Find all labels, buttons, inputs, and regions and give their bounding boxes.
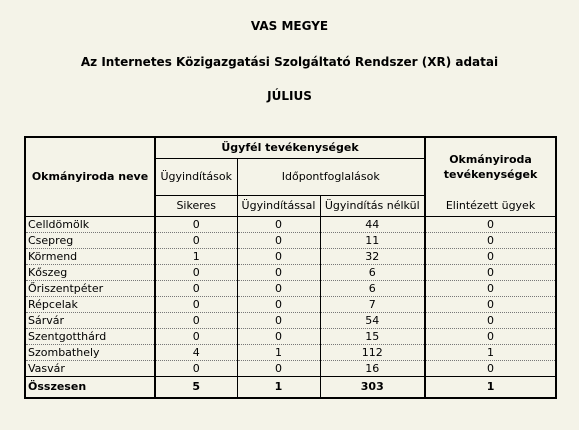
without-initiation-cell: 16: [320, 361, 425, 377]
without-initiation-cell: 32: [320, 249, 425, 265]
completed-cases-cell: 0: [425, 249, 556, 265]
without-initiation-cell: 6: [320, 265, 425, 281]
completed-cases-cell: 0: [425, 313, 556, 329]
successful-cell: 1: [155, 249, 237, 265]
completed-cases-cell: 0: [425, 297, 556, 313]
without-initiation-cell: 15: [320, 329, 425, 345]
with-initiation-cell: 0: [237, 361, 320, 377]
successful-cell: 0: [155, 361, 237, 377]
office-name-cell: Körmend: [25, 249, 155, 265]
office-name-cell: Celldömölk: [25, 217, 155, 233]
report-subtitle: Az Internetes Közigazgatási Szolgáltató Rendszer (XR) adatai: [80, 55, 499, 69]
completed-cases-cell: 0: [425, 361, 556, 377]
with-initiation-cell: 0: [237, 265, 320, 281]
completed-cases-cell: 0: [425, 281, 556, 297]
report-month: JÚLIUS: [267, 89, 312, 103]
total-label: Összesen: [25, 377, 155, 399]
with-initiation-cell: 1: [237, 345, 320, 361]
table-row: [25, 297, 556, 313]
total-successful: 5: [155, 377, 237, 399]
completed-cases-cell: 1: [425, 345, 556, 361]
office-name-cell: Szentgotthárd: [25, 329, 155, 345]
office-name-cell: Kőszeg: [25, 265, 155, 281]
successful-cell: 0: [155, 265, 237, 281]
with-initiation-cell: 0: [237, 249, 320, 265]
with-initiation-cell: 0: [237, 217, 320, 233]
table-row: [25, 361, 556, 377]
header-without-initiation: Ügyindítás nélkül: [320, 196, 425, 217]
header-with-initiation: Ügyindítással: [237, 196, 320, 217]
office-name-cell: Vasvár: [25, 361, 155, 377]
successful-cell: 0: [155, 233, 237, 249]
total-row: [25, 377, 556, 399]
office-name-cell: Répcelak: [25, 297, 155, 313]
table-row: [25, 329, 556, 345]
header-office-name: Okmányiroda neve: [25, 137, 155, 217]
without-initiation-cell: 7: [320, 297, 425, 313]
header-case-initiations: Ügyindítások: [155, 159, 237, 196]
without-initiation-cell: 6: [320, 281, 425, 297]
total-with-initiation: 1: [237, 377, 320, 399]
successful-cell: 4: [155, 345, 237, 361]
report-title: VAS MEGYE: [250, 19, 329, 33]
office-name-cell: Őriszentpéter: [25, 281, 155, 297]
successful-cell: 0: [155, 281, 237, 297]
without-initiation-cell: 44: [320, 217, 425, 233]
total-without-initiation: 303: [320, 377, 425, 399]
table-row: [25, 313, 556, 329]
office-name-cell: Szombathely: [25, 345, 155, 361]
table-row: [25, 249, 556, 265]
table-row: [25, 345, 556, 361]
table-row: [25, 233, 556, 249]
total-completed-cases: 1: [425, 377, 556, 399]
successful-cell: 0: [155, 313, 237, 329]
header-office-activities: Okmányiroda tevékenységek: [425, 137, 556, 196]
header-appointments: Időpontfoglalások: [237, 159, 425, 196]
completed-cases-cell: 0: [425, 329, 556, 345]
office-name-cell: Sárvár: [25, 313, 155, 329]
without-initiation-cell: 11: [320, 233, 425, 249]
without-initiation-cell: 54: [320, 313, 425, 329]
with-initiation-cell: 0: [237, 297, 320, 313]
table-row: [25, 217, 556, 233]
successful-cell: 0: [155, 217, 237, 233]
table-row: [25, 281, 556, 297]
statistics-table: [24, 136, 557, 399]
office-name-cell: Csepreg: [25, 233, 155, 249]
without-initiation-cell: 112: [320, 345, 425, 361]
with-initiation-cell: 0: [237, 233, 320, 249]
completed-cases-cell: 0: [425, 233, 556, 249]
successful-cell: 0: [155, 329, 237, 345]
with-initiation-cell: 0: [237, 281, 320, 297]
completed-cases-cell: 0: [425, 265, 556, 281]
table-row: [25, 265, 556, 281]
with-initiation-cell: 0: [237, 329, 320, 345]
header-successful: Sikeres: [155, 196, 237, 217]
completed-cases-cell: 0: [425, 217, 556, 233]
with-initiation-cell: 0: [237, 313, 320, 329]
successful-cell: 0: [155, 297, 237, 313]
header-client-activities: Ügyfél tevékenységek: [155, 137, 425, 159]
header-completed-cases: Elintézett ügyek: [425, 196, 556, 217]
